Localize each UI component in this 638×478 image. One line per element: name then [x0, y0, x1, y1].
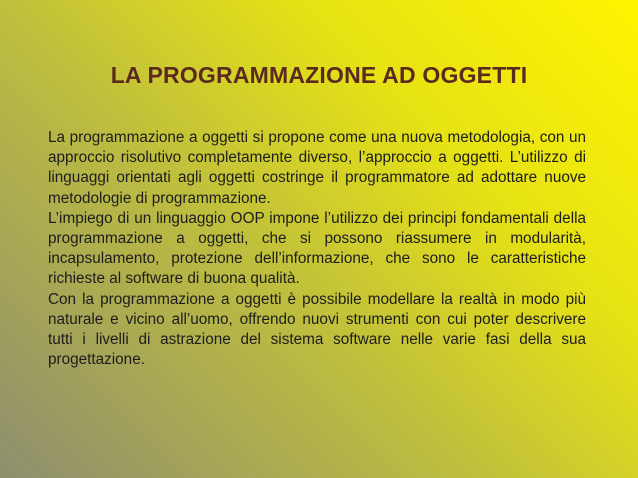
- paragraph-1: La programmazione a oggetti si propone come una nuova metodologia, con un approccio risolutivo completamente diverso, l’approccio a oggetti. L’utilizzo di linguaggi orientati agli oggetti costringe il programmatore ad adottare nuove metodologie di programmazione.: [48, 129, 586, 207]
- slide-body: [48, 128, 586, 370]
- slide-title: LA PROGRAMMAZIONE AD OGGETTI: [110, 62, 528, 88]
- paragraph-2: L’impiego di un linguaggio OOP impone l’utilizzo dei principi fondamentali della programmazione a oggetti, che si possono riassumere in modularità, incapsulamento, protezione dell’informazione, che sono le caratteristiche richieste al software di buona qualità.: [48, 209, 586, 288]
- paragraph-3: Con la programmazione a oggetti è possibile modellare la realtà in modo più naturale e vicino all’uomo, offrendo nuovi strumenti con cui poter descrivere tutti i livelli di astrazione del sistema software nelle varie fasi della sua progettazione.: [48, 290, 586, 369]
